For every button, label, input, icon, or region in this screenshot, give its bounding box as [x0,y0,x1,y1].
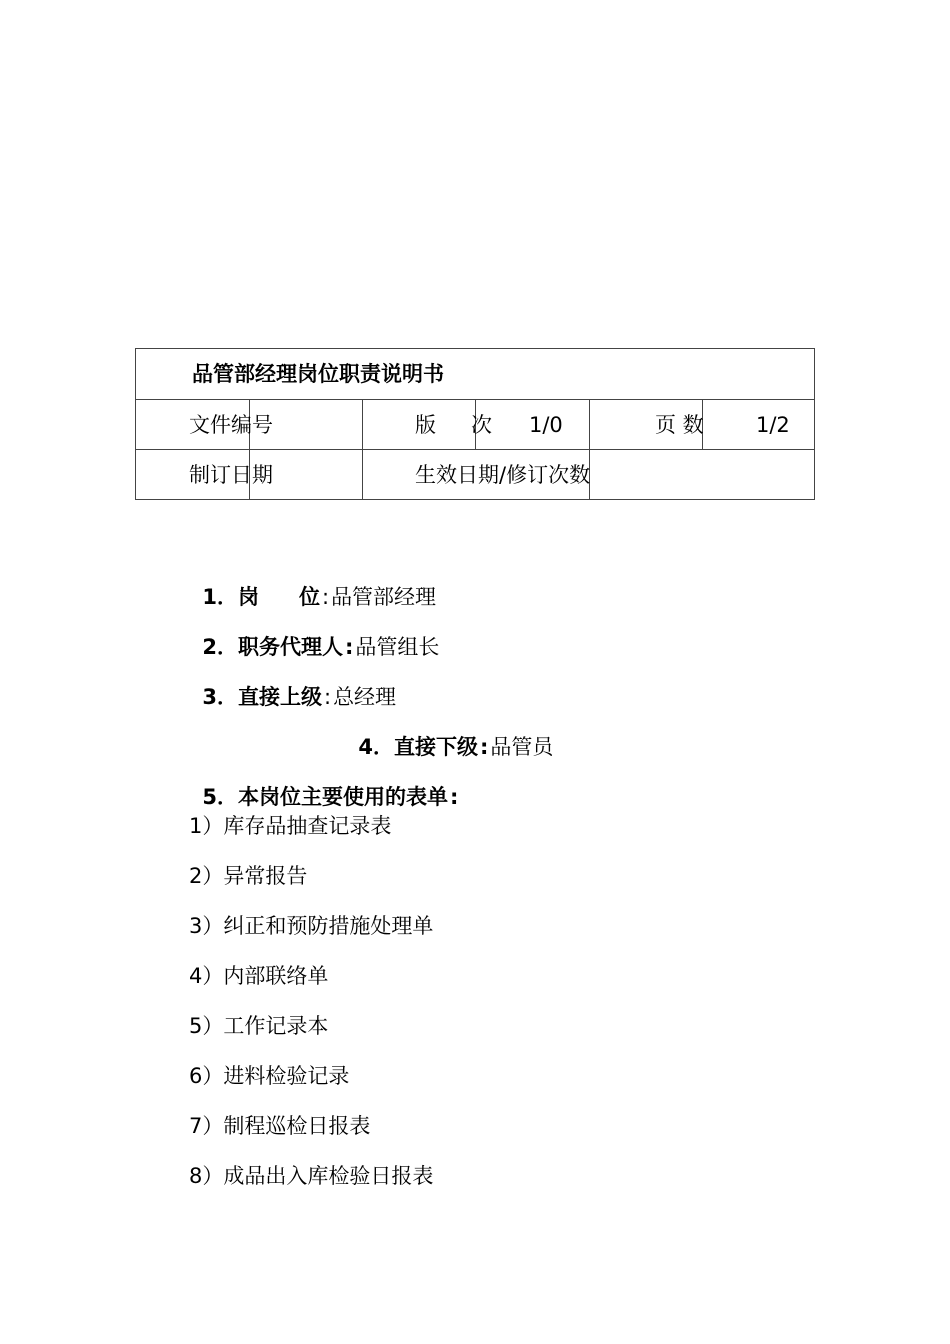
section-deputy [189,616,439,658]
section-label: 位 [298,585,320,609]
version-value: 1/0 [529,413,563,437]
form-list-item: 7）制程巡检日报表 [189,1114,371,1138]
section-label: 直接上级 [237,685,322,709]
section-number: 2． [202,635,238,659]
section-number: 3． [202,685,238,709]
section-forms [189,766,460,808]
section-separator: : [323,685,332,709]
form-list-item: 4）内部联络单 [189,964,329,988]
section-value: 总经理 [333,685,397,709]
document-title: 品管部经理岗位职责说明书 [192,362,444,386]
form-list-item: 2）异常报告 [189,864,308,888]
doc-number-label: 文件编号 [189,413,273,437]
form-list-item: 5）工作记录本 [189,1014,329,1038]
table-column-divider [362,399,363,499]
pages-label: 页 数 [655,413,704,437]
table-row-divider [136,449,814,450]
form-list-item: 1）库存品抽查记录表 [189,814,392,838]
issue-date-label: 制订日期 [189,463,273,487]
section-label: 职务代理人 [237,635,343,659]
section-separator: : [321,585,330,609]
section-separator: : [449,785,459,809]
section-label: 岗 [237,585,259,609]
version-label-2: 次 [471,413,492,437]
section-separator: : [344,635,354,659]
section-separator: : [479,735,489,759]
pages-value: 1/2 [756,413,790,437]
section-subordinate [345,716,553,758]
section-number: 4． [358,735,394,759]
form-list-item: 8）成品出入库检验日报表 [189,1164,434,1188]
section-label: 直接下级 [393,735,478,759]
section-value: 品管部经理 [331,585,437,609]
section-label: 本岗位主要使用的表单 [237,785,448,809]
document-header-table [135,348,815,500]
section-superior [189,666,396,708]
version-label: 版 [415,413,436,437]
section-position [189,566,436,608]
form-list-item: 6）进料检验记录 [189,1064,350,1088]
section-value: 品管员 [490,735,554,759]
form-list-item: 3）纠正和预防措施处理单 [189,914,434,938]
section-value: 品管组长 [355,635,440,659]
section-number: 5． [202,785,238,809]
section-number: 1． [202,585,238,609]
effective-date-label: 生效日期/修订次数 [415,463,591,487]
